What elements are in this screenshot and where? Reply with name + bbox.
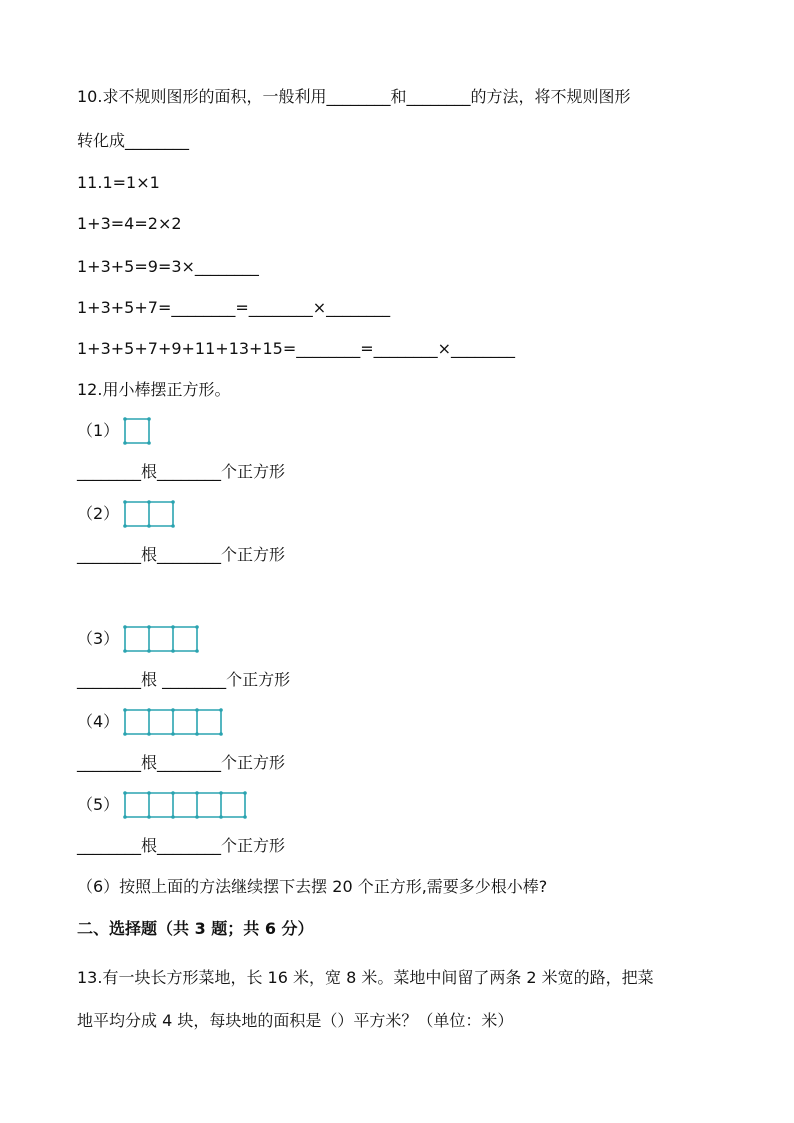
stick-joint xyxy=(195,791,199,795)
figure-label: （3） xyxy=(77,629,120,648)
q13-line1: 13.有一块长方形菜地，长 16 米，宽 8 米。菜地中间留了两条 2 米宽的路，把菜 xyxy=(77,968,654,987)
stick-joint xyxy=(171,500,175,504)
q12-answer-5: ________根________个正方形 xyxy=(77,836,286,855)
q12-answer-1: ________根________个正方形 xyxy=(77,462,286,481)
stick-joint xyxy=(171,815,175,819)
stick-joint xyxy=(147,417,151,421)
stick-joint xyxy=(195,625,199,629)
stick-joint xyxy=(147,625,151,629)
stick-joint xyxy=(123,417,127,421)
q11-line5: 1+3+5+7+9+11+13+15=________=________×________ xyxy=(77,339,516,358)
stick-joint xyxy=(171,649,175,653)
stick-joint xyxy=(219,791,223,795)
stick-joint xyxy=(195,732,199,736)
stick-joint xyxy=(147,708,151,712)
stick-joint xyxy=(195,815,199,819)
stick-joint xyxy=(147,524,151,528)
q12-figure-2 xyxy=(77,500,177,528)
figure-label: （4） xyxy=(77,712,120,731)
stick-joint xyxy=(147,815,151,819)
q10-line2: 转化成________ xyxy=(77,131,190,150)
q12-figure-1 xyxy=(77,417,153,445)
stick-squares-figure xyxy=(121,625,201,653)
stick-squares-figure xyxy=(121,417,153,445)
q12-figure-5 xyxy=(77,791,249,819)
stick-joint xyxy=(123,524,127,528)
stick-joint xyxy=(219,732,223,736)
q12-answer-3: ________根 ________个正方形 xyxy=(77,670,291,689)
stick-joint xyxy=(171,732,175,736)
stick-joint xyxy=(147,649,151,653)
stick-joint xyxy=(147,441,151,445)
q10-line1: 10.求不规则图形的面积，一般利用________和________的方法，将不规则图形 xyxy=(77,87,631,106)
stick-joint xyxy=(123,500,127,504)
stick-joint xyxy=(147,500,151,504)
stick-joint xyxy=(147,732,151,736)
stick-joint xyxy=(171,791,175,795)
stick-joint xyxy=(123,815,127,819)
stick-joint xyxy=(195,708,199,712)
stick-joint xyxy=(123,649,127,653)
figure-label: （5） xyxy=(77,795,120,814)
q11-line3: 1+3+5=9=3×________ xyxy=(77,257,259,276)
stick-joint xyxy=(123,732,127,736)
stick-joint xyxy=(219,708,223,712)
stick-squares-figure xyxy=(121,791,249,819)
stick-joint xyxy=(123,441,127,445)
q12-figure-4 xyxy=(77,708,225,736)
figure-label: （2） xyxy=(77,504,120,523)
q12-answer-4: ________根________个正方形 xyxy=(77,753,286,772)
stick-joint xyxy=(171,524,175,528)
stick-joint xyxy=(123,625,127,629)
stick-joint xyxy=(123,708,127,712)
q11-line2: 1+3=4=2×2 xyxy=(77,214,182,233)
q12-figure-3 xyxy=(77,625,201,653)
stick-joint xyxy=(243,791,247,795)
stick-joint xyxy=(123,791,127,795)
q11-line1: 11.1=1×1 xyxy=(77,173,160,192)
stick-joint xyxy=(171,625,175,629)
stick-joint xyxy=(219,815,223,819)
figure-label: （1） xyxy=(77,421,120,440)
section-heading: 二、选择题（共 3 题；共 6 分） xyxy=(77,919,314,938)
stick-squares-figure xyxy=(121,708,225,736)
stick-squares-figure xyxy=(121,500,177,528)
stick-joint xyxy=(243,815,247,819)
q11-line4: 1+3+5+7=________=________×________ xyxy=(77,298,391,317)
stick-joint xyxy=(147,791,151,795)
stick-joint xyxy=(195,649,199,653)
q13-line2: 地平均分成 4 块，每块地的面积是（）平方米？（单位：米） xyxy=(77,1011,514,1030)
q12-part6: （6）按照上面的方法继续摆下去摆 20 个正方形,需要多少根小棒? xyxy=(77,877,548,896)
stick-joint xyxy=(171,708,175,712)
q12-title: 12.用小棒摆正方形。 xyxy=(77,380,231,399)
q12-answer-2: ________根________个正方形 xyxy=(77,545,286,564)
